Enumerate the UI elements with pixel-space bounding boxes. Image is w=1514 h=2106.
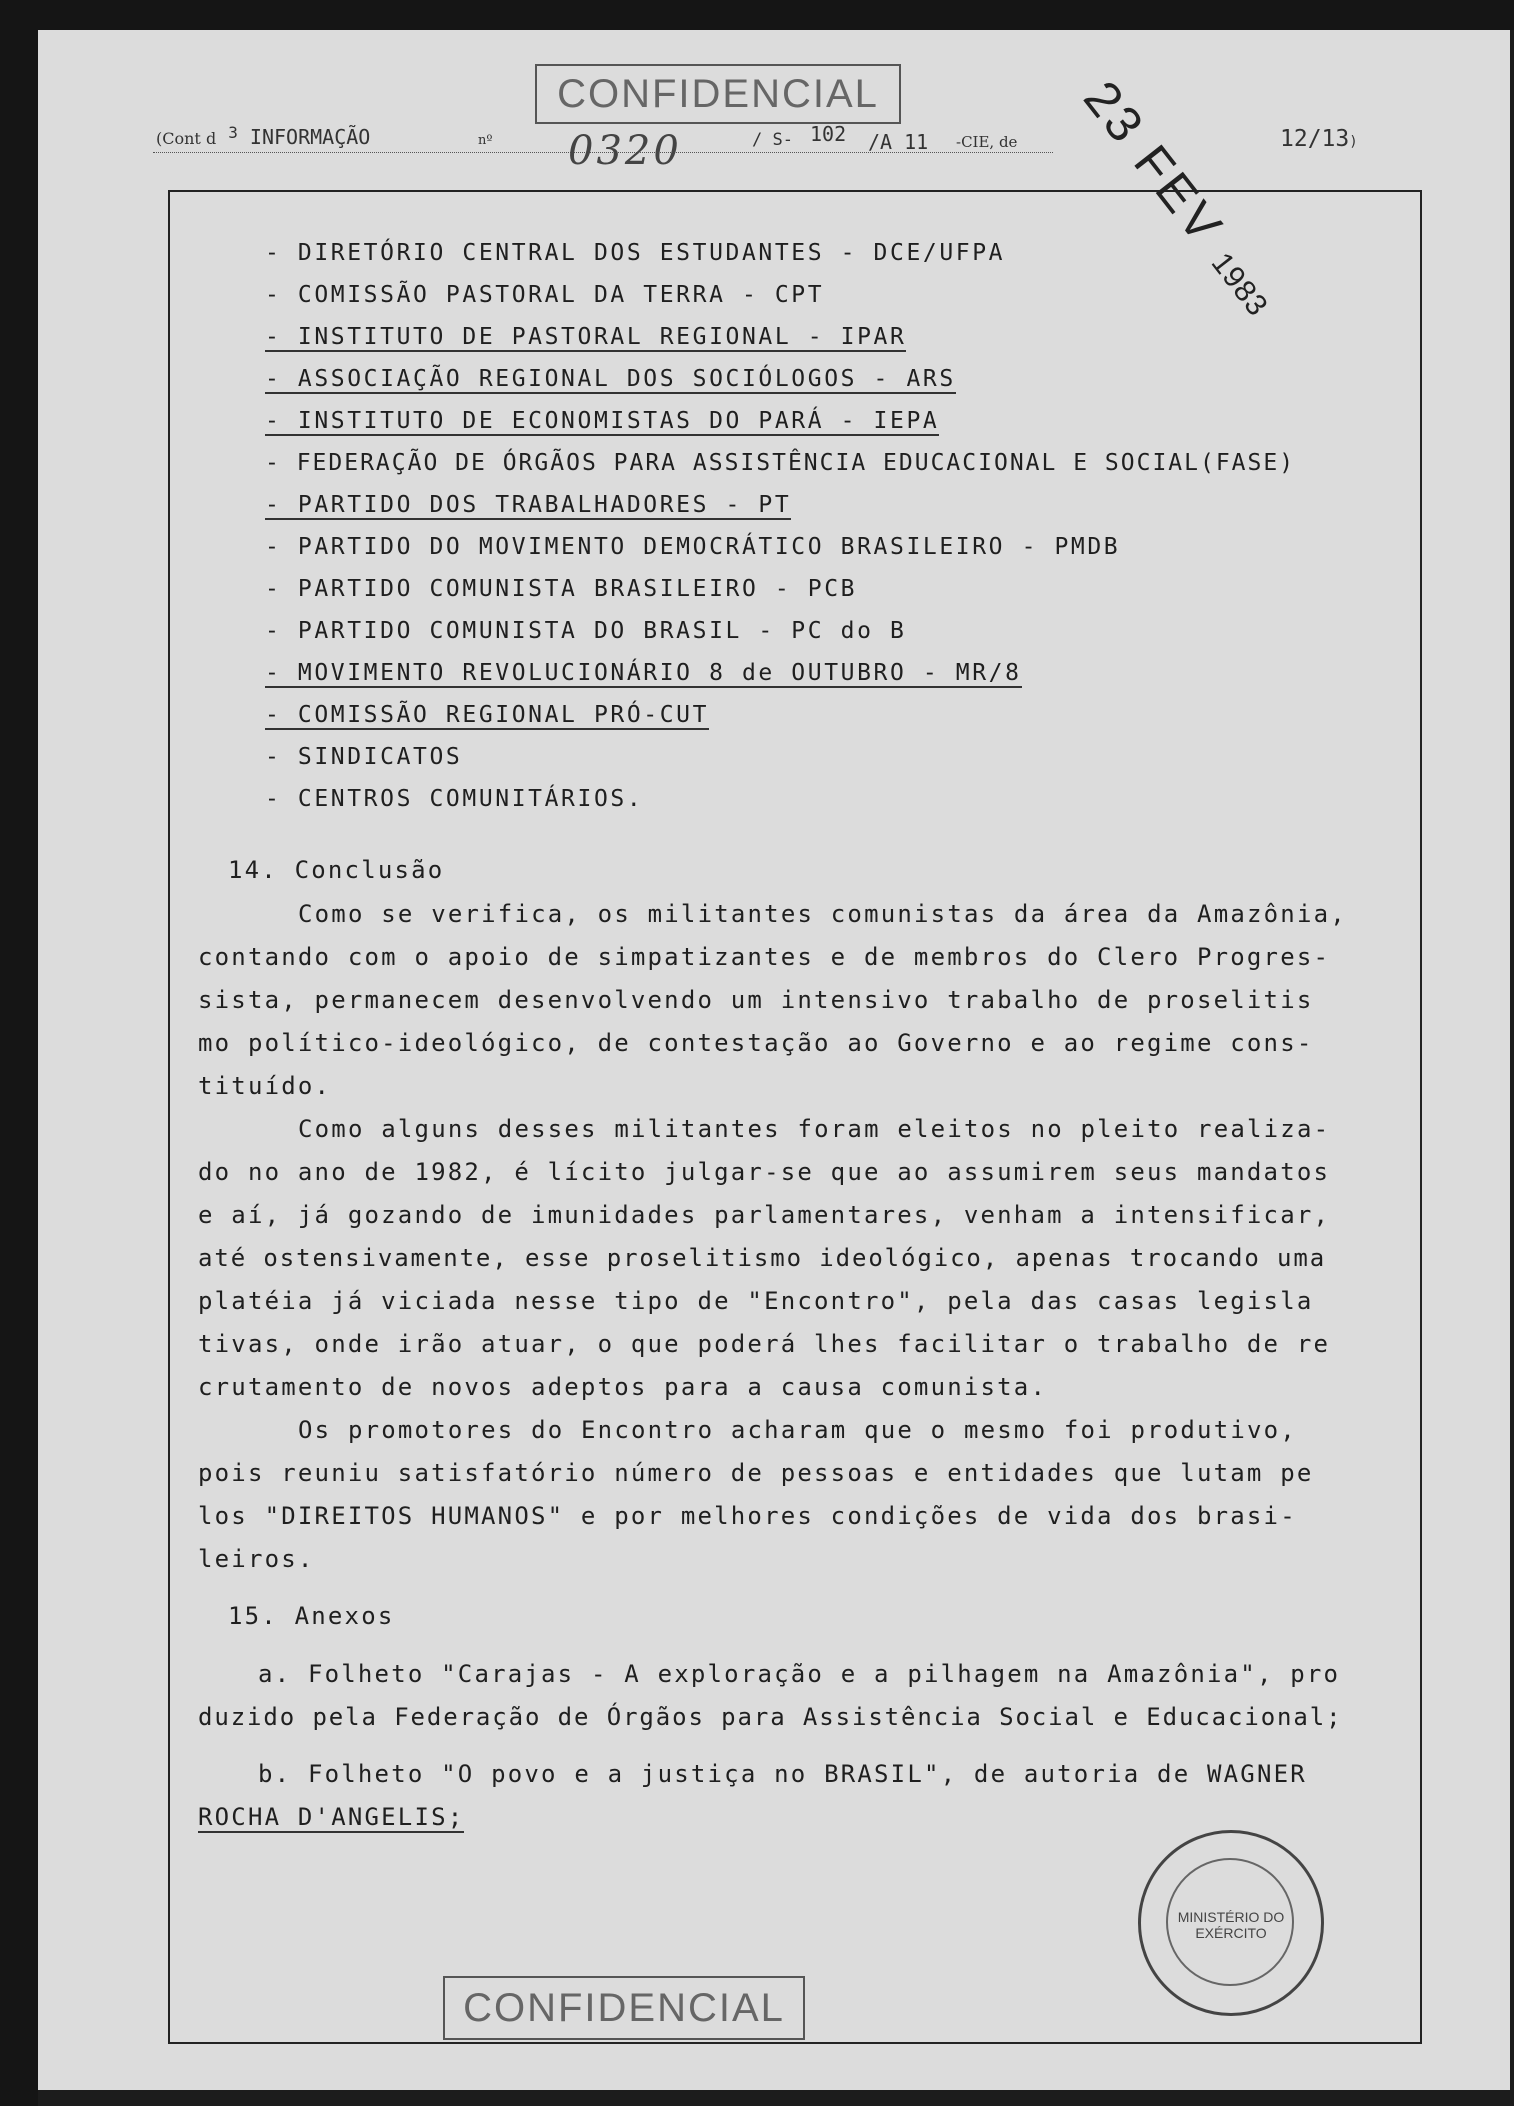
paragraph-line: los "DIREITOS HUMANOS" e por melhores condições de vida dos brasi- bbox=[198, 1502, 1297, 1530]
org-item: - PARTIDO DOS TRABALHADORES - PT bbox=[265, 492, 792, 518]
org-item: - INSTITUTO DE ECONOMISTAS DO PARÁ - IEPA bbox=[265, 408, 940, 434]
org-item: - FEDERAÇÃO DE ÓRGÃOS PARA ASSISTÊNCIA EDUCACIONAL E SOCIAL(FASE) bbox=[265, 450, 1296, 476]
section-14-heading: 14. Conclusão bbox=[228, 856, 445, 884]
org-item: - INSTITUTO DE PASTORAL REGIONAL - IPAR bbox=[265, 324, 907, 350]
s-label: / S- bbox=[752, 130, 793, 150]
cont-number: 3 bbox=[228, 123, 238, 142]
annex-line: duzido pela Federação de Órgãos para Assistência Social e Educacional; bbox=[198, 1703, 1343, 1731]
org-item: - ASSOCIAÇÃO REGIONAL DOS SOCIÓLOGOS - ARS bbox=[265, 366, 956, 392]
paragraph-line: contando com o apoio de simpatizantes e de membros do Clero Progres- bbox=[198, 943, 1331, 971]
a-label: /A 11 bbox=[868, 130, 929, 154]
content-frame bbox=[168, 190, 1422, 2044]
header-cont bbox=[156, 123, 370, 149]
cont-label: (Cont d bbox=[156, 129, 217, 148]
paragraph-line: pois reuniu satisfatório número de pessoas e entidades que lutam pe bbox=[198, 1459, 1314, 1487]
army-seal bbox=[1138, 1830, 1324, 2016]
org-item: - CENTROS COMUNITÁRIOS. bbox=[265, 786, 644, 812]
paragraph-line: Como se verifica, os militantes comunistas da área da Amazônia, bbox=[298, 900, 1347, 928]
section-15-heading: 15. Anexos bbox=[228, 1602, 395, 1630]
seal-text: MINISTÉRIO DO EXÉRCITO bbox=[1177, 1909, 1285, 1941]
paragraph-line: do no ano de 1982, é lícito julgar-se que ao assumirem seus mandatos bbox=[198, 1158, 1331, 1186]
org-item: - SINDICATOS bbox=[265, 744, 463, 770]
paragraph-line: leiros. bbox=[198, 1545, 315, 1573]
org-item: - MOVIMENTO REVOLUCIONÁRIO 8 de OUTUBRO - MR/8 bbox=[265, 660, 1022, 686]
page-number-value: 12/13 bbox=[1280, 126, 1350, 152]
org-item: - COMISSÃO REGIONAL PRÓ-CUT bbox=[265, 702, 710, 728]
page-number bbox=[1280, 126, 1358, 152]
confidential-stamp-top: CONFIDENCIAL bbox=[535, 64, 901, 124]
paragraph-line: tituído. bbox=[198, 1072, 332, 1100]
date-stamp-year: 1983 bbox=[1204, 246, 1275, 323]
header-no-label: nº bbox=[478, 133, 493, 148]
info-number: 0320 bbox=[568, 128, 682, 174]
annex-line: ROCHA D'ANGELIS; bbox=[198, 1803, 465, 1831]
info-label: INFORMAÇÃO bbox=[249, 125, 371, 149]
film-border-left bbox=[0, 0, 38, 2106]
date-stamp-day: 23 FEV bbox=[1073, 70, 1235, 256]
org-item: - PARTIDO DO MOVIMENTO DEMOCRÁTICO BRASILEIRO - PMDB bbox=[265, 534, 1121, 560]
document-page bbox=[38, 30, 1510, 2090]
org-item: - DIRETÓRIO CENTRAL DOS ESTUDANTES - DCE/UFPA bbox=[265, 240, 1006, 266]
paragraph-line: sista, permanecem desenvolvendo um intensivo trabalho de proselitis bbox=[198, 986, 1314, 1014]
paragraph-line: platéia já viciada nesse tipo de "Encontro", pela das casas legisla bbox=[198, 1287, 1314, 1315]
film-border-top bbox=[0, 0, 1514, 30]
annex-line: a. Folheto "Carajas - A exploração e a pilhagem na Amazônia", pro bbox=[258, 1660, 1341, 1688]
cie-label: -CIE, de bbox=[956, 133, 1018, 151]
paragraph-line: crutamento de novos adeptos para a causa comunista. bbox=[198, 1373, 1048, 1401]
org-item: - COMISSÃO PASTORAL DA TERRA - CPT bbox=[265, 282, 825, 308]
paragraph-line: Os promotores do Encontro acharam que o mesmo foi produtivo, bbox=[298, 1416, 1297, 1444]
org-item: - PARTIDO COMUNISTA DO BRASIL - PC do B bbox=[265, 618, 907, 644]
org-item: - PARTIDO COMUNISTA BRASILEIRO - PCB bbox=[265, 576, 858, 602]
page-number-close: ) bbox=[1349, 134, 1358, 150]
paragraph-line: mo político-ideológico, de contestação ao Governo e ao regime cons- bbox=[198, 1029, 1314, 1057]
paragraph-line: Como alguns desses militantes foram eleitos no pleito realiza- bbox=[298, 1115, 1331, 1143]
annex-line: b. Folheto "O povo e a justiça no BRASIL", de autoria de WAGNER bbox=[258, 1760, 1307, 1788]
s-value: 102 bbox=[810, 122, 847, 146]
confidential-stamp-bottom: CONFIDENCIAL bbox=[443, 1976, 805, 2040]
paragraph-line: até ostensivamente, esse proselitismo ideológico, apenas trocando uma bbox=[198, 1244, 1327, 1272]
paragraph-line: tivas, onde irão atuar, o que poderá lhes facilitar o trabalho de re bbox=[198, 1330, 1331, 1358]
paragraph-line: e aí, já gozando de imunidades parlamentares, venham a intensificar, bbox=[198, 1201, 1331, 1229]
